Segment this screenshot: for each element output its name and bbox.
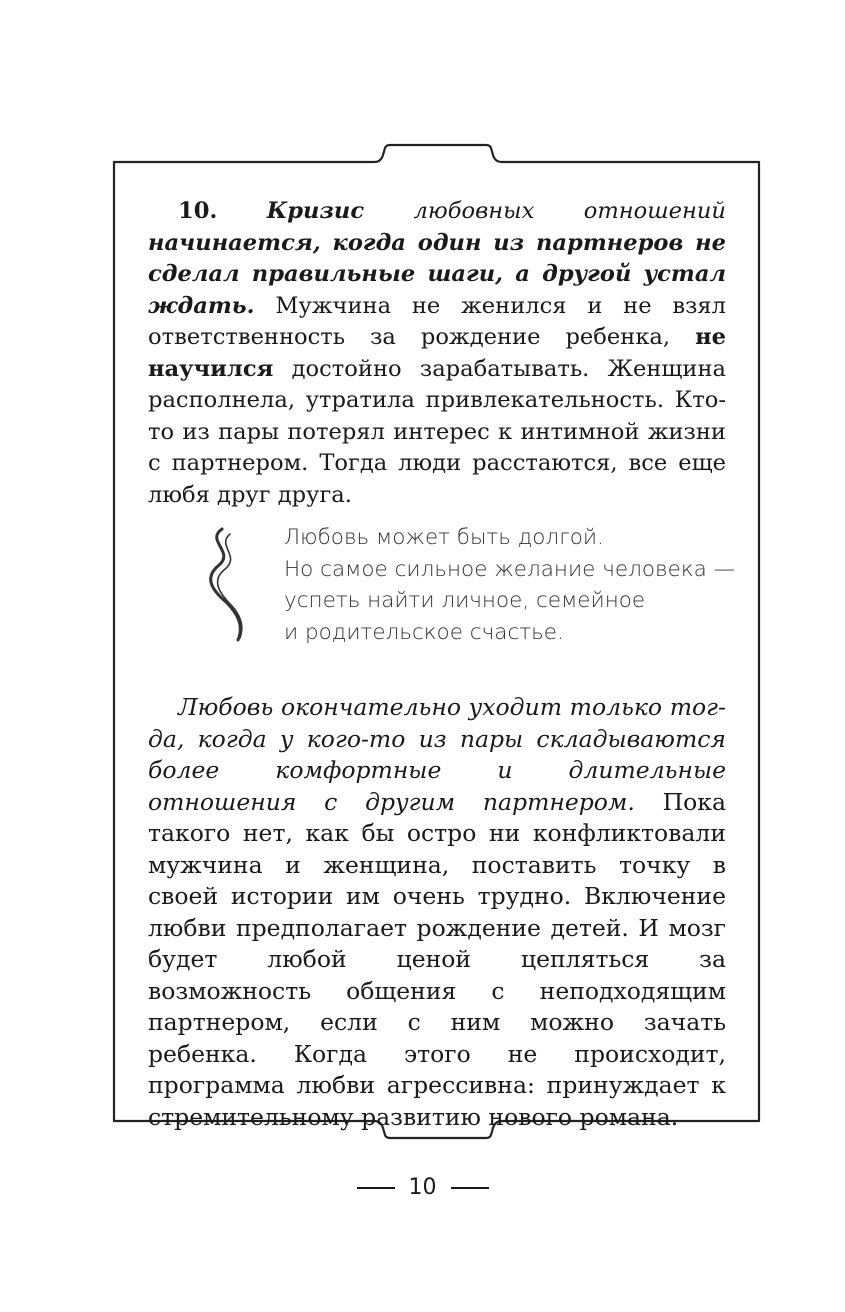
emphasis-not-learned: не научился [148, 324, 726, 382]
quote-line: Но самое сильное желание человека — [284, 556, 736, 582]
paragraph-love-leaves [148, 692, 726, 1133]
emphasis-crisis-cause: начинается, когда один из партнеров не сделал правильные шаги, а другой устал ждать. [148, 229, 726, 319]
page-footer [0, 1170, 845, 1206]
italic-love-leaves: Любовь окончательно уходит только тогда, когда у кого-то из пары складываются более комфортные и длительные отношения с другим партнером. [148, 693, 726, 816]
quote-line: Любовь может быть долгой. [284, 525, 604, 550]
emphasis-crisis: Кризис [266, 198, 365, 224]
quote-line: и родительское счастье. [284, 619, 564, 645]
second-text-block [148, 692, 726, 1133]
main-text-block [148, 196, 726, 511]
page-number: 10 [408, 1175, 437, 1200]
pull-quote [148, 518, 748, 648]
text-man: Мужчина не женился и не взял ответственность за рождение ребенка, [148, 292, 727, 350]
quote-line: успеть найти личное, семейное [284, 588, 646, 613]
left-dash [357, 1187, 395, 1189]
paragraph-crisis [148, 196, 726, 511]
right-dash [451, 1187, 489, 1189]
italic-love-relations: любовных отношений [413, 198, 726, 224]
quote-text [284, 522, 744, 648]
item-number: 10. [178, 198, 218, 224]
swirl-ornament-icon [200, 526, 248, 644]
text-woman: достойно зарабатывать. Женщина располнела, утратила привлекательность. Кто-то из пары потерял интерес к интимной жизни с партнером. Тогда люди расстаются, все еще любя друг друга. [148, 355, 727, 508]
text-love-leaves: Пока такого нет, как бы остро ни конфликтовали мужчина и женщина, поставить точку в своей истории им очень трудно. Включение любви предполагает рождение детей. И мозг будет любой ценой цепляться за возможность общения с неподходящим партнером, если с ним можно зачать ребенка. Когда этого не происходит, программа любви агрессивна: принуждает к стремительному развитию нового романа. [148, 787, 726, 1131]
